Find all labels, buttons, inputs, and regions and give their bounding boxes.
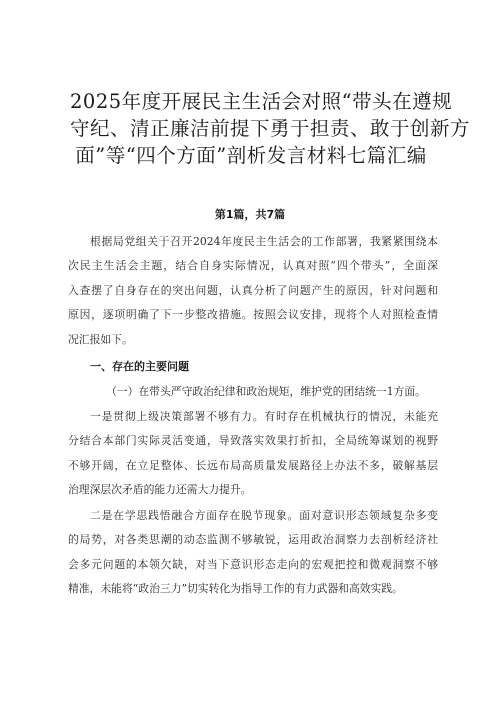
problem-paragraph-2 [68,504,438,602]
paragraph-line: 会多元问题的本领欠缺，对当下意识形态走向的宏观把控和微观洞察不够 [68,557,438,571]
paragraph-line: 不够开阔，在立足整体、长远布局高质量发展路径上办法不多，破解基层 [68,458,438,472]
paragraph-line: 入查摆了自身存在的突出问题，认真分析了问题产生的原因，针对问题和 [68,283,438,297]
paragraph-line: 的局势，对各类思潮的动态监测不够敏锐，运用政治洞察力去剖析经济社 [68,533,438,547]
paragraph-line: 况汇报如下。 [68,332,133,346]
sub-heading-paragraph [68,380,438,404]
title-line: 2025年度开展民主生活会对照“带头在遵规 [70,90,453,113]
section-heading: 一、存在的主要问题 [90,360,189,373]
problem-paragraph-1 [68,405,438,503]
paragraph-line: 次民主生活会主题，结合自身实际情况，认真对照“四个带头”，全面深 [68,259,438,273]
part-indicator: 第1篇，共7篇 [214,208,286,221]
title-line: 守纪、清正廉洁前提下勇于担责、敢于创新方 [70,117,471,140]
sub-heading: （一）在带头严守政治纪律和政治规矩，维护党的团结统一1方面。 [106,385,426,398]
intro-paragraph [68,230,438,352]
paragraph-line: 根据局党组关于召开2024年度民主生活会的工作部署，我紧紧围绕本 [90,235,438,248]
paragraph-line: 二是在学思践悟融合方面存在脱节现象。面对意识形态领域复杂多变 [90,509,438,522]
paragraph-line: 一是贯彻上级决策部署不够有力。有时存在机械执行的情况，未能充 [90,410,438,423]
paragraph-line: 治理深层次矛盾的能力还需大力提升。 [68,483,252,497]
document-title [70,88,471,169]
paragraph-line: 原因，逐项明确了下一步整改措施。按照会议安排，现将个人对照检查情 [68,308,438,322]
paragraph-line: 分结合本部门实际灵活变通，导致落实效果打折扣，全局统筹谋划的视野 [68,434,438,448]
title-line: 面”等“四个方面”剖析发言材料七篇汇编 [75,144,427,167]
paragraph-line: 精准，未能将“政治三力”切实转化为指导工作的有力武器和高效实践。 [68,582,403,596]
